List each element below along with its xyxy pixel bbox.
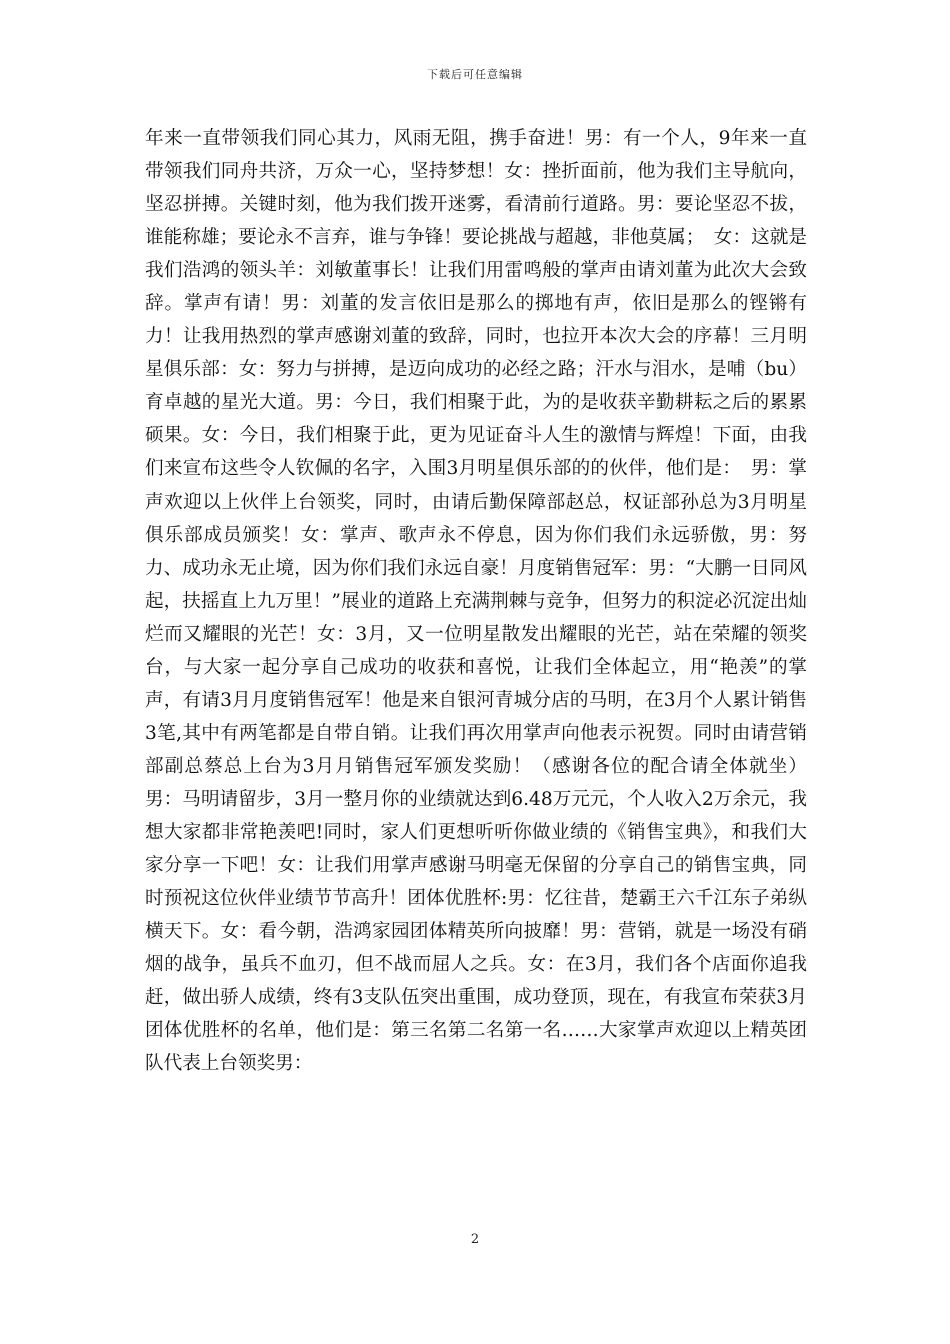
page-number: 2 bbox=[470, 1232, 480, 1247]
body-paragraph: 年来一直带领我们同心其力，风雨无阻，携手奋进！男：有一个人，9年来一直带领我们同舟共济，万众一心，坚持梦想！女：挫折面前，他为我们主导航向，坚忍拼搏。关键时刻，他为我们拨开迷雾，看清前行道路。男：要论坚忍不拔，谁能称雄；要论永不言弃，谁与争锋！要论挑战与超越，非他莫属； 女：这就是我们浩鸿的领头羊：刘敏董事长！让我们用雷鸣般的掌声由请刘董为此次大会致辞。掌声有请！男：刘董的发言依旧是那么的掷地有声，依旧是那么的铿锵有力！让我用热烈的掌声感谢刘董的致辞，同时，也拉开本次大会的序幕！三月明星俱乐部：女：努力与拼搏，是迈向成功的必经之路；汗水与泪水，是哺（bu）育卓越的星光大道。男：今日，我们相聚于此，为的是收获辛勤耕耘之后的累累硕果。女：今日，我们相聚于此，更为见证奋斗人生的激情与辉煌！下面，由我们来宣布这些令人钦佩的名字，入围3月明星俱乐部的的伙伴，他们是： 男：掌声欢迎以上伙伴上台领奖，同时，由请后勤保障部赵总，权证部孙总为3月明星俱乐部成员颁奖！女：掌声、歌声永不停息，因为你们我们永远骄傲，男：努力、成功永无止境，因为你们我们永远自豪！月度销售冠军：男：“大鹏一日同风起，扶摇直上九万里！”展业的道路上充满荆棘与竞争，但努力的积淀必沉淀出灿烂而又耀眼的光芒！女：3月，又一位明星散发出耀眼的光芒，站在荣耀的领奖台，与大家一起分享自己成功的收获和喜悦，让我们全体起立，用“艳羡”的掌声，有请3月月度销售冠军！他是来自银河青城分店的马明，在3月个人累计销售3笔,其中有两笔都是自带自销。让我们再次用掌声向他表示祝贺。同时由请营销部副总蔡总上台为3月月销售冠军颁发奖励！（感谢各位的配合请全体就坐）男：马明请留步，3月一整月你的业绩就达到6.48万元元，个人收入2万余元，我想大家都非常艳羡吧!同时，家人们更想听听你做业绩的《销售宝典》，和我们大家分享一下吧！女：让我们用掌声感谢马明毫无保留的分享自己的销售宝典，同时预祝这位伙伴业绩节节高升！团体优胜杯:男：忆往昔，楚霸王六千江东子弟纵横天下。女：看今朝，浩鸿家园团体精英所向披靡！男：营销，就是一场没有硝烟的战争，虽兵不血刃，但不战而屈人之兵。女：在3月，我们各个店面你追我赶，做出骄人成绩，终有3支队伍突出重围，成功登顶，现在，有我宣布荣获3月团体优胜杯的名单，他们是：第三名第二名第一名……大家掌声欢迎以上精英团队代表上台领奖男： bbox=[145, 128, 807, 1075]
page-header: 下载后可任意编辑 bbox=[427, 68, 523, 81]
